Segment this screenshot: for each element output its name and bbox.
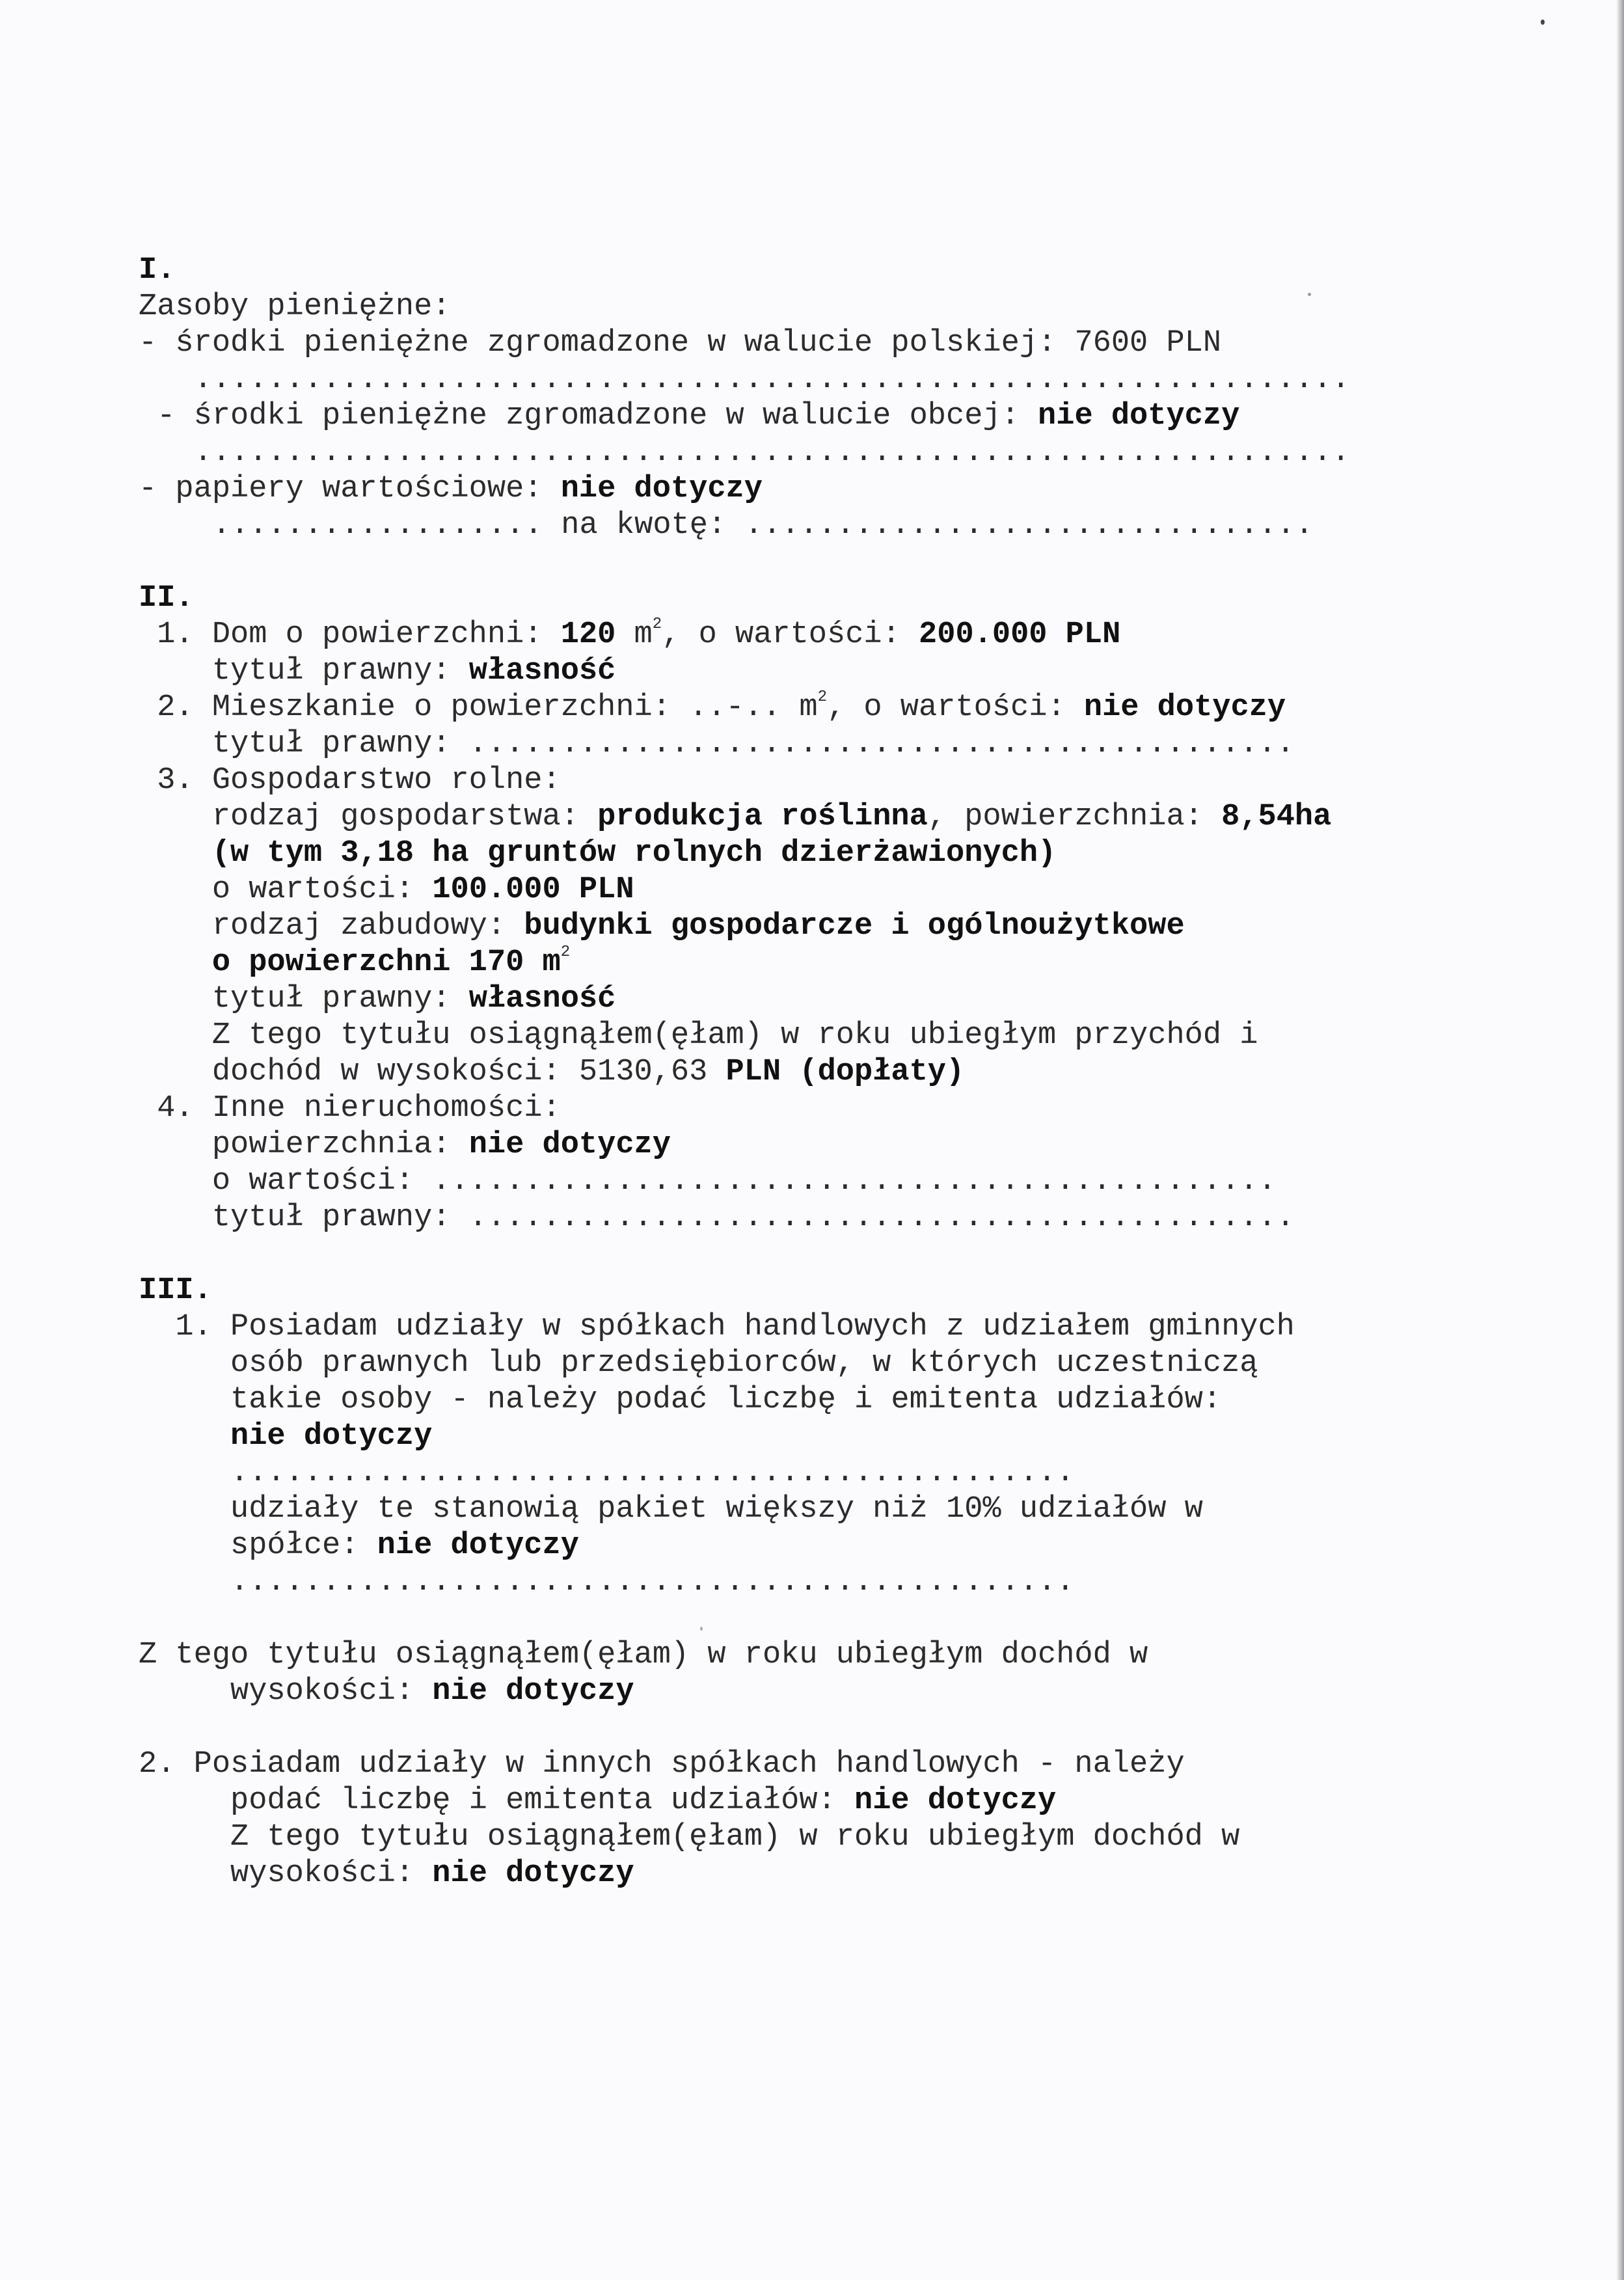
house-title-value: własność [468,654,616,688]
other-area-line: powierzchnia: nie dotyczy [139,1128,671,1162]
pln-funds-value: 7600 PLN [1074,326,1222,360]
foreign-funds-value: nie dotyczy [1038,399,1240,433]
dotted-line: .............................................. [139,1565,1075,1599]
scan-speck [1308,293,1311,296]
other-area-value: nie dotyczy [468,1128,671,1162]
other-value-line: o wartości: .............................................. [139,1164,1277,1199]
flat-value: nie dotyczy [1083,690,1286,725]
other-shares-value: nie dotyczy [854,1784,1057,1818]
securities-line: - papiery wartościowe: nie dotyczy [139,472,763,506]
shares-income-line: Z tego tytułu osiągnąłem(ęłam) w roku ubiegłym dochód w [139,1638,1148,1672]
dotted-line: .............................................. [139,1456,1075,1490]
shares-percent-line: udziały te stanowią pakiet większy niż 10% udziałów w [139,1492,1203,1527]
house-title-line: tytuł prawny: własność [139,654,616,688]
foreign-funds-line: - środki pieniężne zgromadzone w walucie obcej: nie dotyczy [139,399,1240,433]
scan-speck [1541,20,1545,25]
other-shares-income-value: nie dotyczy [432,1856,634,1891]
farm-type-value: produkcja roślinna [597,800,928,834]
cash-resources-title: Zasoby pieniężne: [139,290,451,324]
other-shares-line-1: 2. Posiadam udziały w innych spółkach handlowych - należy [139,1747,1185,1782]
house-area: 120 [560,618,616,652]
farm-buildings-value: budynki gospodarcze i ogólnoużytkowe [524,909,1185,943]
securities-amount-line: .................. na kwotę: ............................... [176,508,1314,543]
scan-edge-shadow [1616,0,1624,2280]
shares-line-1: 1. Posiadam udziały w spółkach handlowych z udziałem gminnych [139,1310,1295,1344]
section-1-heading: I. [139,253,176,288]
flat-line: 2. Mieszkanie o powierzchni: ..-.. $m^2$, o wartości: nie dotyczy [139,688,1286,725]
other-shares-line-2: podać liczbę i emitenta udziałów: nie dotyczy [139,1784,1057,1818]
farm-lease-line: (w tym 3,18 ha gruntów rolnych dzierżawionych) [139,836,1057,871]
shares-value: nie dotyczy [139,1419,433,1454]
farm-title-line: tytuł prawny: własność [139,982,616,1016]
farm-title-value: własność [468,982,616,1016]
farm-income-value-line: dochód w wysokości: 5130,63 PLN (dopłaty) [139,1055,965,1089]
pln-funds-line: - środki pieniężne zgromadzone w walucie polskiej: 7600 PLN [139,326,1222,360]
farm-value: 100.000 PLN [432,873,634,907]
farm-income-line: Z tego tytułu osiągnąłem(ęłam) w roku ubiegłym przychód i [139,1018,1258,1053]
shares-income-value: nie dotyczy [432,1674,634,1709]
farm-area-value: 8,54ha [1221,800,1332,834]
farm-buildings-line: rodzaj zabudowy: budynki gospodarcze i ogólnoużytkowe [139,909,1185,943]
section-3-heading: III. [139,1273,212,1308]
other-shares-income-value-line: wysokości: nie dotyczy [139,1856,634,1891]
farm-line: 3. Gospodarstwo rolne: [139,763,561,798]
flat-title-line: tytuł prawny: ............................................. [139,727,1295,761]
dotted-line: ............................................................... [194,435,1350,470]
shares-income-value-line: wysokości: nie dotyczy [139,1674,634,1709]
farm-type-line: rodzaj gospodarstwa: produkcja roślinna, powierzchnia: 8,54ha [139,800,1332,834]
farm-buildings-area-line: o powierzchni 170 $m^2$ [139,943,571,980]
securities-value: nie dotyczy [560,472,763,506]
shares-percent-value: nie dotyczy [377,1528,579,1563]
shares-percent-value-line: spółce: nie dotyczy [139,1528,579,1563]
dotted-line: ............................................................... [194,362,1350,397]
house-line: 1. Dom o powierzchni: 120 $m^2$, o wartości: 200.000 PLN [139,616,1121,652]
section-2-heading: II. [139,581,194,616]
other-shares-income-line: Z tego tytułu osiągnąłem(ęłam) w roku ubiegłym dochód w [139,1820,1240,1854]
farm-income-value: PLN (dopłaty) [725,1055,965,1089]
other-property-line: 4. Inne nieruchomości: [139,1091,561,1126]
shares-line-3: takie osoby - należy podać liczbę i emitenta udziałów: [139,1383,1222,1417]
shares-line-2: osób prawnych lub przedsiębiorców, w których uczestniczą [139,1346,1258,1381]
scan-speck [700,1627,703,1631]
house-value: 200.000 PLN [919,618,1121,652]
other-title-line: tytuł prawny: ............................................. [139,1201,1295,1235]
farm-value-line: o wartości: 100.000 PLN [139,873,634,907]
